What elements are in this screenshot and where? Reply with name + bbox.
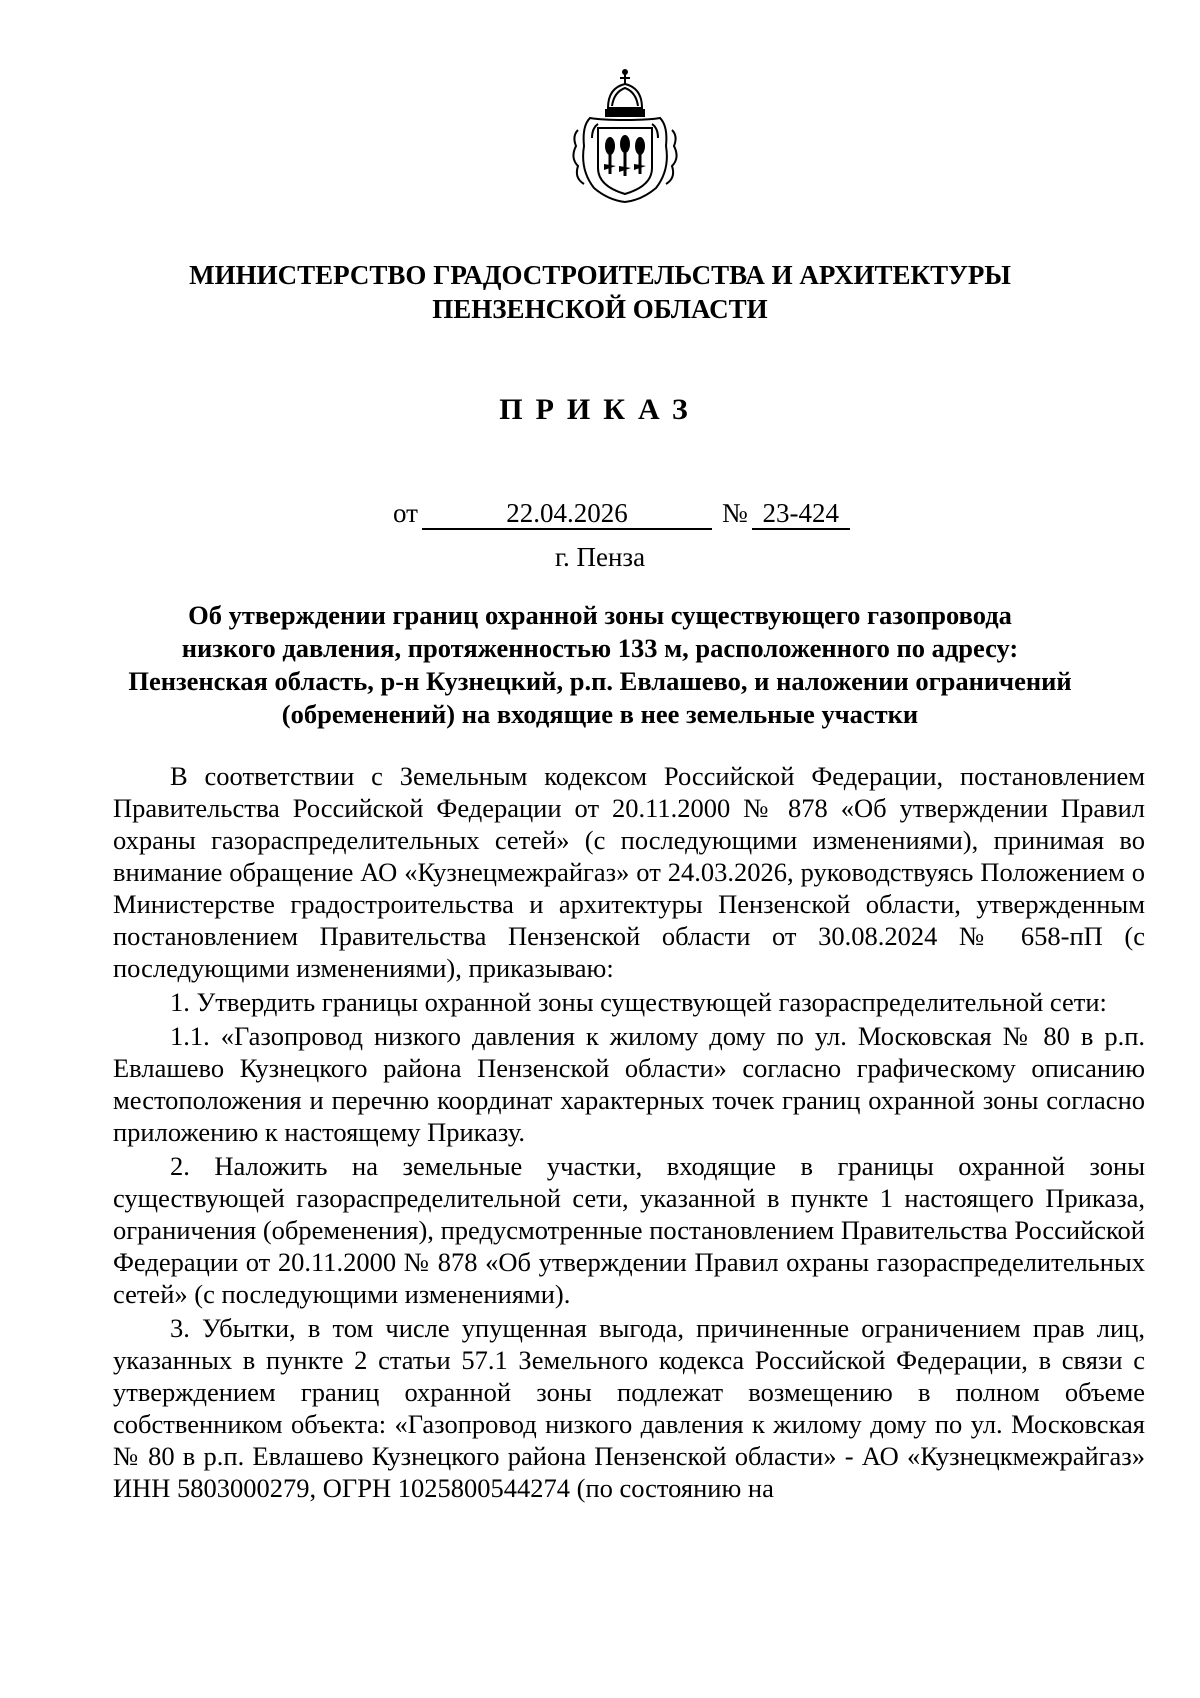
number-sign: № [721, 498, 748, 528]
order-number: 23-424 [752, 498, 850, 530]
document-type-heading: ПРИКАЗ [499, 393, 701, 426]
clause-1-1: 1.1. «Газопровод низкого давления к жилому дому по ул. Московская № 80 в р.п. Евлашево Кузнецкого района Пензенской области» согласно графическому описанию местоположения и перечню координат характерных точек границ охранной зоны согласно приложению к настоящему Приказу. [113, 1021, 1145, 1147]
order-date: 22.04.2026 [422, 498, 712, 530]
date-number-line [393, 495, 850, 531]
clause-2: 2. Наложить на земельные участки, входящие в границы охранной зоны существующей газораспределительной сети, указанной в пункте 1 настоящего Приказа, ограничения (обременения), предусмотренные постановлением Правительства Российской Федерации от 20.11.2000 № 878 «Об утверждении Правил охраны газораспределительных сетей» (с последующими изменениями). [113, 1151, 1145, 1309]
title-line: низкого давления, протяженностью 133 м, расположенного по адресу: [181, 633, 1019, 663]
title-line: (обременений) на входящие в нее земельные участки [281, 699, 919, 729]
ministry-name [0, 258, 1200, 326]
clause-1: 1. Утвердить границы охранной зоны существующей газораспределительной сети: [170, 987, 1107, 1017]
clause-3: 3. Убытки, в том числе упущенная выгода, причиненные ограничением прав лиц, указанных в пункте 2 статьи 57.1 Земельного кодекса Российской Федерации, в связи с утверждением границ охранной зоны подлежат возмещению в полном объеме собственником объекта: «Газопровод низкого давления к жилому дому по ул. Московская № 80 в р.п. Евлашево Кузнецкого района Пензенской области» - АО «Кузнецкмежрайгаз» ИНН 5803000279, ОГРН 1025800544274 (по состоянию на [113, 1313, 1145, 1503]
title-line: Пензенская область, р-н Кузнецкий, р.п. Евлашево, и наложении ограничений [128, 666, 1072, 696]
ministry-line-2: ПЕНЗЕНСКОЙ ОБЛАСТИ [432, 294, 768, 324]
preamble-paragraph: В соответствии с Земельным кодексом Российской Федерации, постановлением Правительства Российской Федерации от 20.11.2000 № 878 «Об утверждении Правил охраны газораспределительных сетей» (с последующими изменениями), принимая во внимание обращение АО «Кузнецмежрайгаз» от 24.03.2026, руководствуясь Положением о Министерстве градостроительства и архитектуры Пензенской области, утвержденным постановлением Правительства Пензенской области от 30.08.2024 № 658-пП (с последующими изменениями), приказываю: [113, 761, 1145, 983]
title-line: Об утверждении границ охранной зоны существующего газопровода [188, 600, 1012, 630]
order-body [113, 760, 1145, 1504]
city-line: г. Пенза [554, 542, 646, 572]
coat-of-arms-emblem [568, 66, 682, 206]
ministry-line-1: МИНИСТЕРСТВО ГРАДОСТРОИТЕЛЬСТВА И АРХИТЕКТУРЫ [189, 260, 1011, 290]
order-title [110, 599, 1090, 731]
from-label: от [393, 498, 418, 528]
